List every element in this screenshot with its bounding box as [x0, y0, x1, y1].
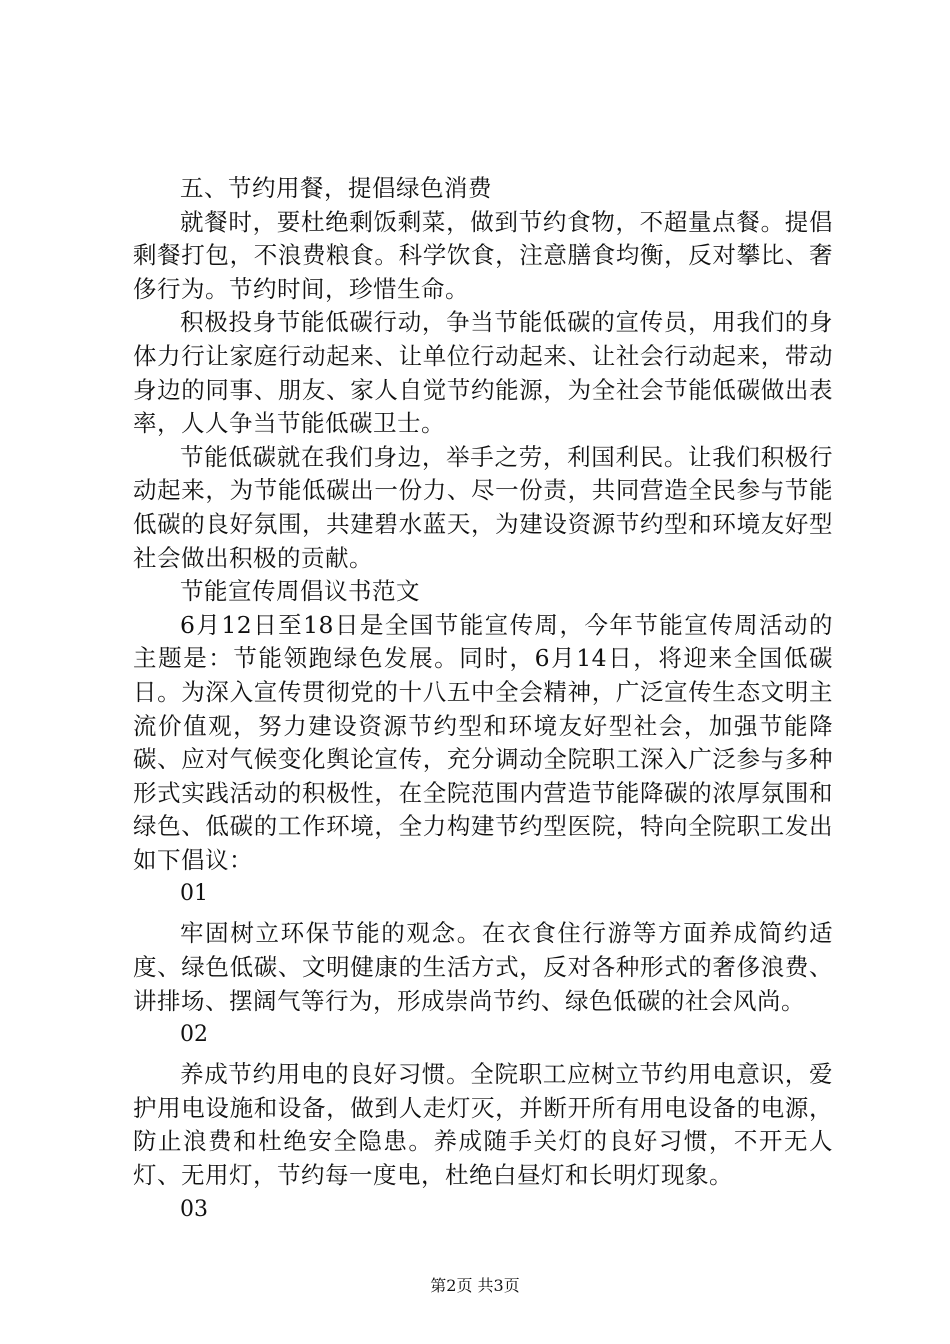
- item-number: 03: [180, 1196, 208, 1222]
- body-paragraph: 节能低碳就在我们身边，举手之劳，利国利民。让我们积极行动起来，为节能低碳出一份力、尽一份责，共同营造全民参与节能低碳的良好氛围，共建碧水蓝天，为建设资源节约型和环境友好型社会做出积极的贡献。: [133, 442, 833, 572]
- body-paragraph: 积极投身节能低碳行动，争当节能低碳的宣传员，用我们的身体力行让家庭行动起来、让单位行动起来、让社会行动起来，带动身边的同事、朋友、家人自觉节约能源，为全社会节能低碳做出表率，人人争当节能低碳卫士。: [133, 308, 833, 438]
- document-title: 节能宣传周倡议书范文: [180, 577, 420, 606]
- section-heading: 五、节约用餐，提倡绿色消费: [180, 174, 492, 202]
- item-text: 牢固树立环保节能的观念。在衣食住行游等方面养成简约适度、绿色低碳、文明健康的生活方式，反对各种形式的奢侈浪费、讲排场、摆阔气等行为，形成崇尚节约、绿色低碳的社会风尚。: [133, 919, 833, 1015]
- page-footer: 第2页 共3页: [430, 1276, 520, 1295]
- body-paragraph: 6月12日至18日是全国节能宣传周，今年节能宣传周活动的主题是：节能领跑绿色发展。同时，6月14日，将迎来全国低碳日。为深入宣传贯彻党的十八五中全会精神，广泛宣传生态文明主流价值观，努力建设资源节约型和环境友好型社会，加强节能降碳、应对气候变化舆论宣传，充分调动全院职工深入广泛参与多种形式实践活动的积极性，在全院范围内营造节能降碳的浓厚氛围和绿色、低碳的工作环境，全力构建节约型医院，特向全院职工发出如下倡议：: [133, 610, 833, 874]
- item-number: 02: [180, 1022, 208, 1048]
- item-text: 养成节约用电的良好习惯。全院职工应树立节约用电意识，爱护用电设施和设备，做到人走灯灭，并断开所有用电设备的电源，防止浪费和杜绝安全隐患。养成随手关灯的良好习惯，不开无人灯、无用灯，节约每一度电，杜绝白昼灯和长明灯现象。: [133, 1060, 833, 1190]
- document-body: [133, 172, 833, 1233]
- item-number: 01: [180, 881, 208, 907]
- body-paragraph: 就餐时，要杜绝剩饭剩菜，做到节约食物，不超量点餐。提倡剩餐打包，不浪费粮食。科学饮食，注意膳食均衡，反对攀比、奢侈行为。节约时间，珍惜生命。: [133, 207, 833, 303]
